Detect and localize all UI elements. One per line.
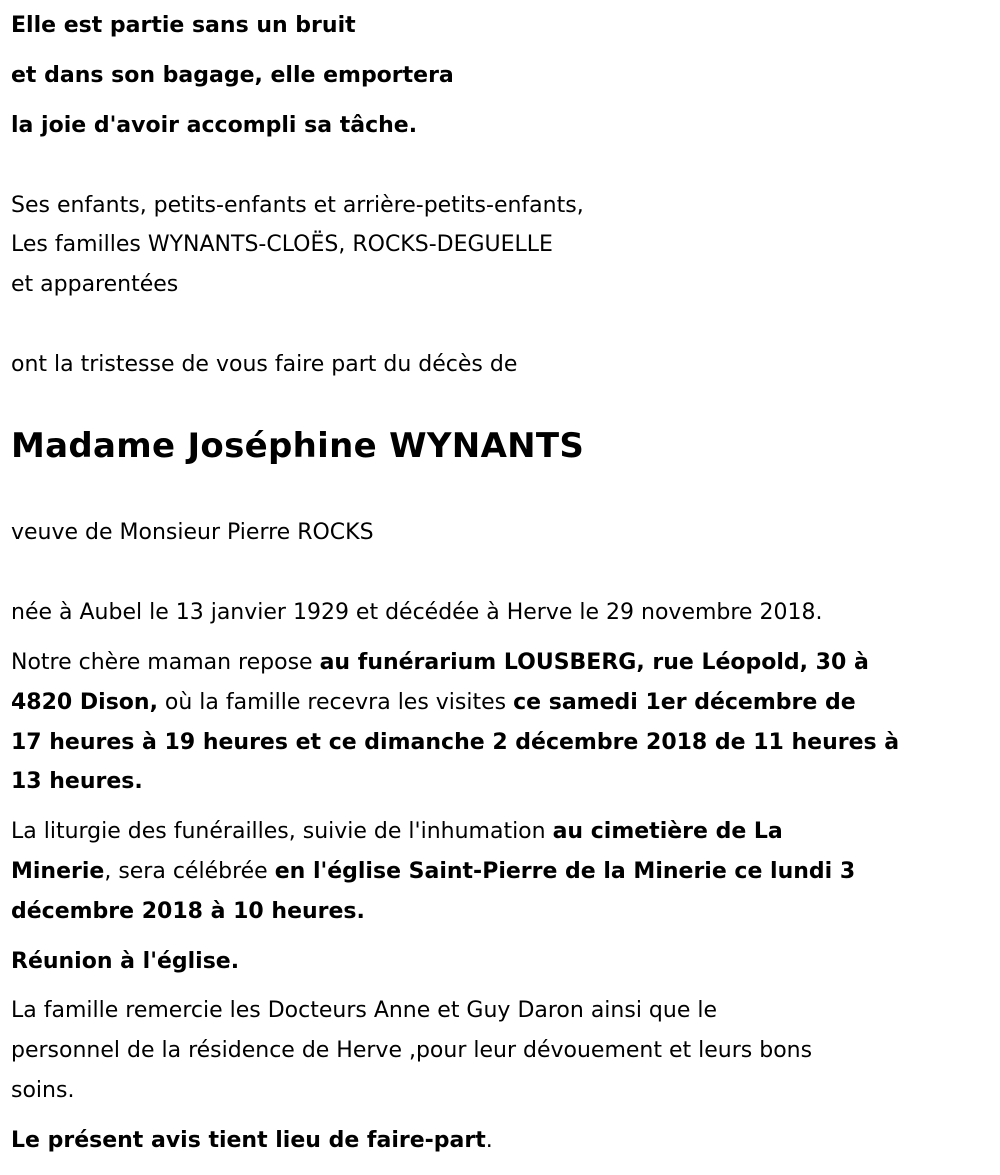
poem-line-2: et dans son bagage, elle emportera: [11, 63, 454, 88]
cemetery-name-cont: Minerie: [11, 859, 105, 884]
thanks-line-1: La famille remercie les Docteurs Anne et Guy Daron ainsi que le: [11, 998, 718, 1023]
funeral-home-address: au funérarium LOUSBERG, rue Léopold, 30 à: [319, 650, 869, 675]
closing-line: [11, 1121, 493, 1161]
widow-of-text: veuve de Monsieur Pierre ROCKS: [11, 520, 374, 545]
thanks-line-3: soins.: [11, 1078, 75, 1103]
visitation-line-4: 13 heures.: [11, 769, 143, 794]
announcement-text: ont la tristesse de vous faire part du décès de: [11, 352, 518, 377]
funeral-line-3: décembre 2018 à 10 heures.: [11, 899, 365, 924]
birth-death-text: née à Aubel le 13 janvier 1929 et décédée à Herve le 29 novembre 2018.: [11, 600, 823, 625]
visitation-line-1: [11, 643, 869, 683]
poem-line-3: la joie d'avoir accompli sa tâche.: [11, 113, 418, 138]
funeral-line-2: [11, 852, 855, 892]
poem-line-1: Elle est partie sans un bruit: [11, 13, 356, 38]
family-line-1: Ses enfants, petits-enfants et arrière-petits-enfants,: [11, 193, 584, 218]
closing-period: .: [485, 1128, 493, 1153]
thanks-line-2: personnel de la résidence de Herve ,pour leur dévouement et leurs bons: [11, 1038, 813, 1063]
deceased-name: Madame Joséphine WYNANTS: [11, 426, 585, 466]
closing-text: Le présent avis tient lieu de faire-part: [11, 1128, 486, 1153]
funeral-home-city: 4820 Dison,: [11, 690, 158, 715]
visitation-text: Notre chère maman repose: [11, 650, 320, 675]
church-and-date: en l'église Saint-Pierre de la Minerie ce lundi 3: [274, 859, 856, 884]
funeral-text: , sera célébrée: [104, 859, 275, 884]
funeral-text: La liturgie des funérailles, suivie de l'inhumation: [11, 819, 553, 844]
visitation-line-2: [11, 683, 856, 723]
family-line-3: et apparentées: [11, 272, 179, 297]
visitation-dates: ce samedi 1er décembre de: [513, 690, 856, 715]
visitation-text: où la famille recevra les visites: [157, 690, 514, 715]
funeral-line-1: [11, 812, 783, 852]
visitation-line-3: 17 heures à 19 heures et ce dimanche 2 décembre 2018 de 11 heures à: [11, 730, 900, 755]
family-line-2: Les familles WYNANTS-CLOËS, ROCKS-DEGUELLE: [11, 232, 553, 257]
meeting-text: Réunion à l'église.: [11, 949, 240, 974]
cemetery-name: au cimetière de La: [552, 819, 783, 844]
